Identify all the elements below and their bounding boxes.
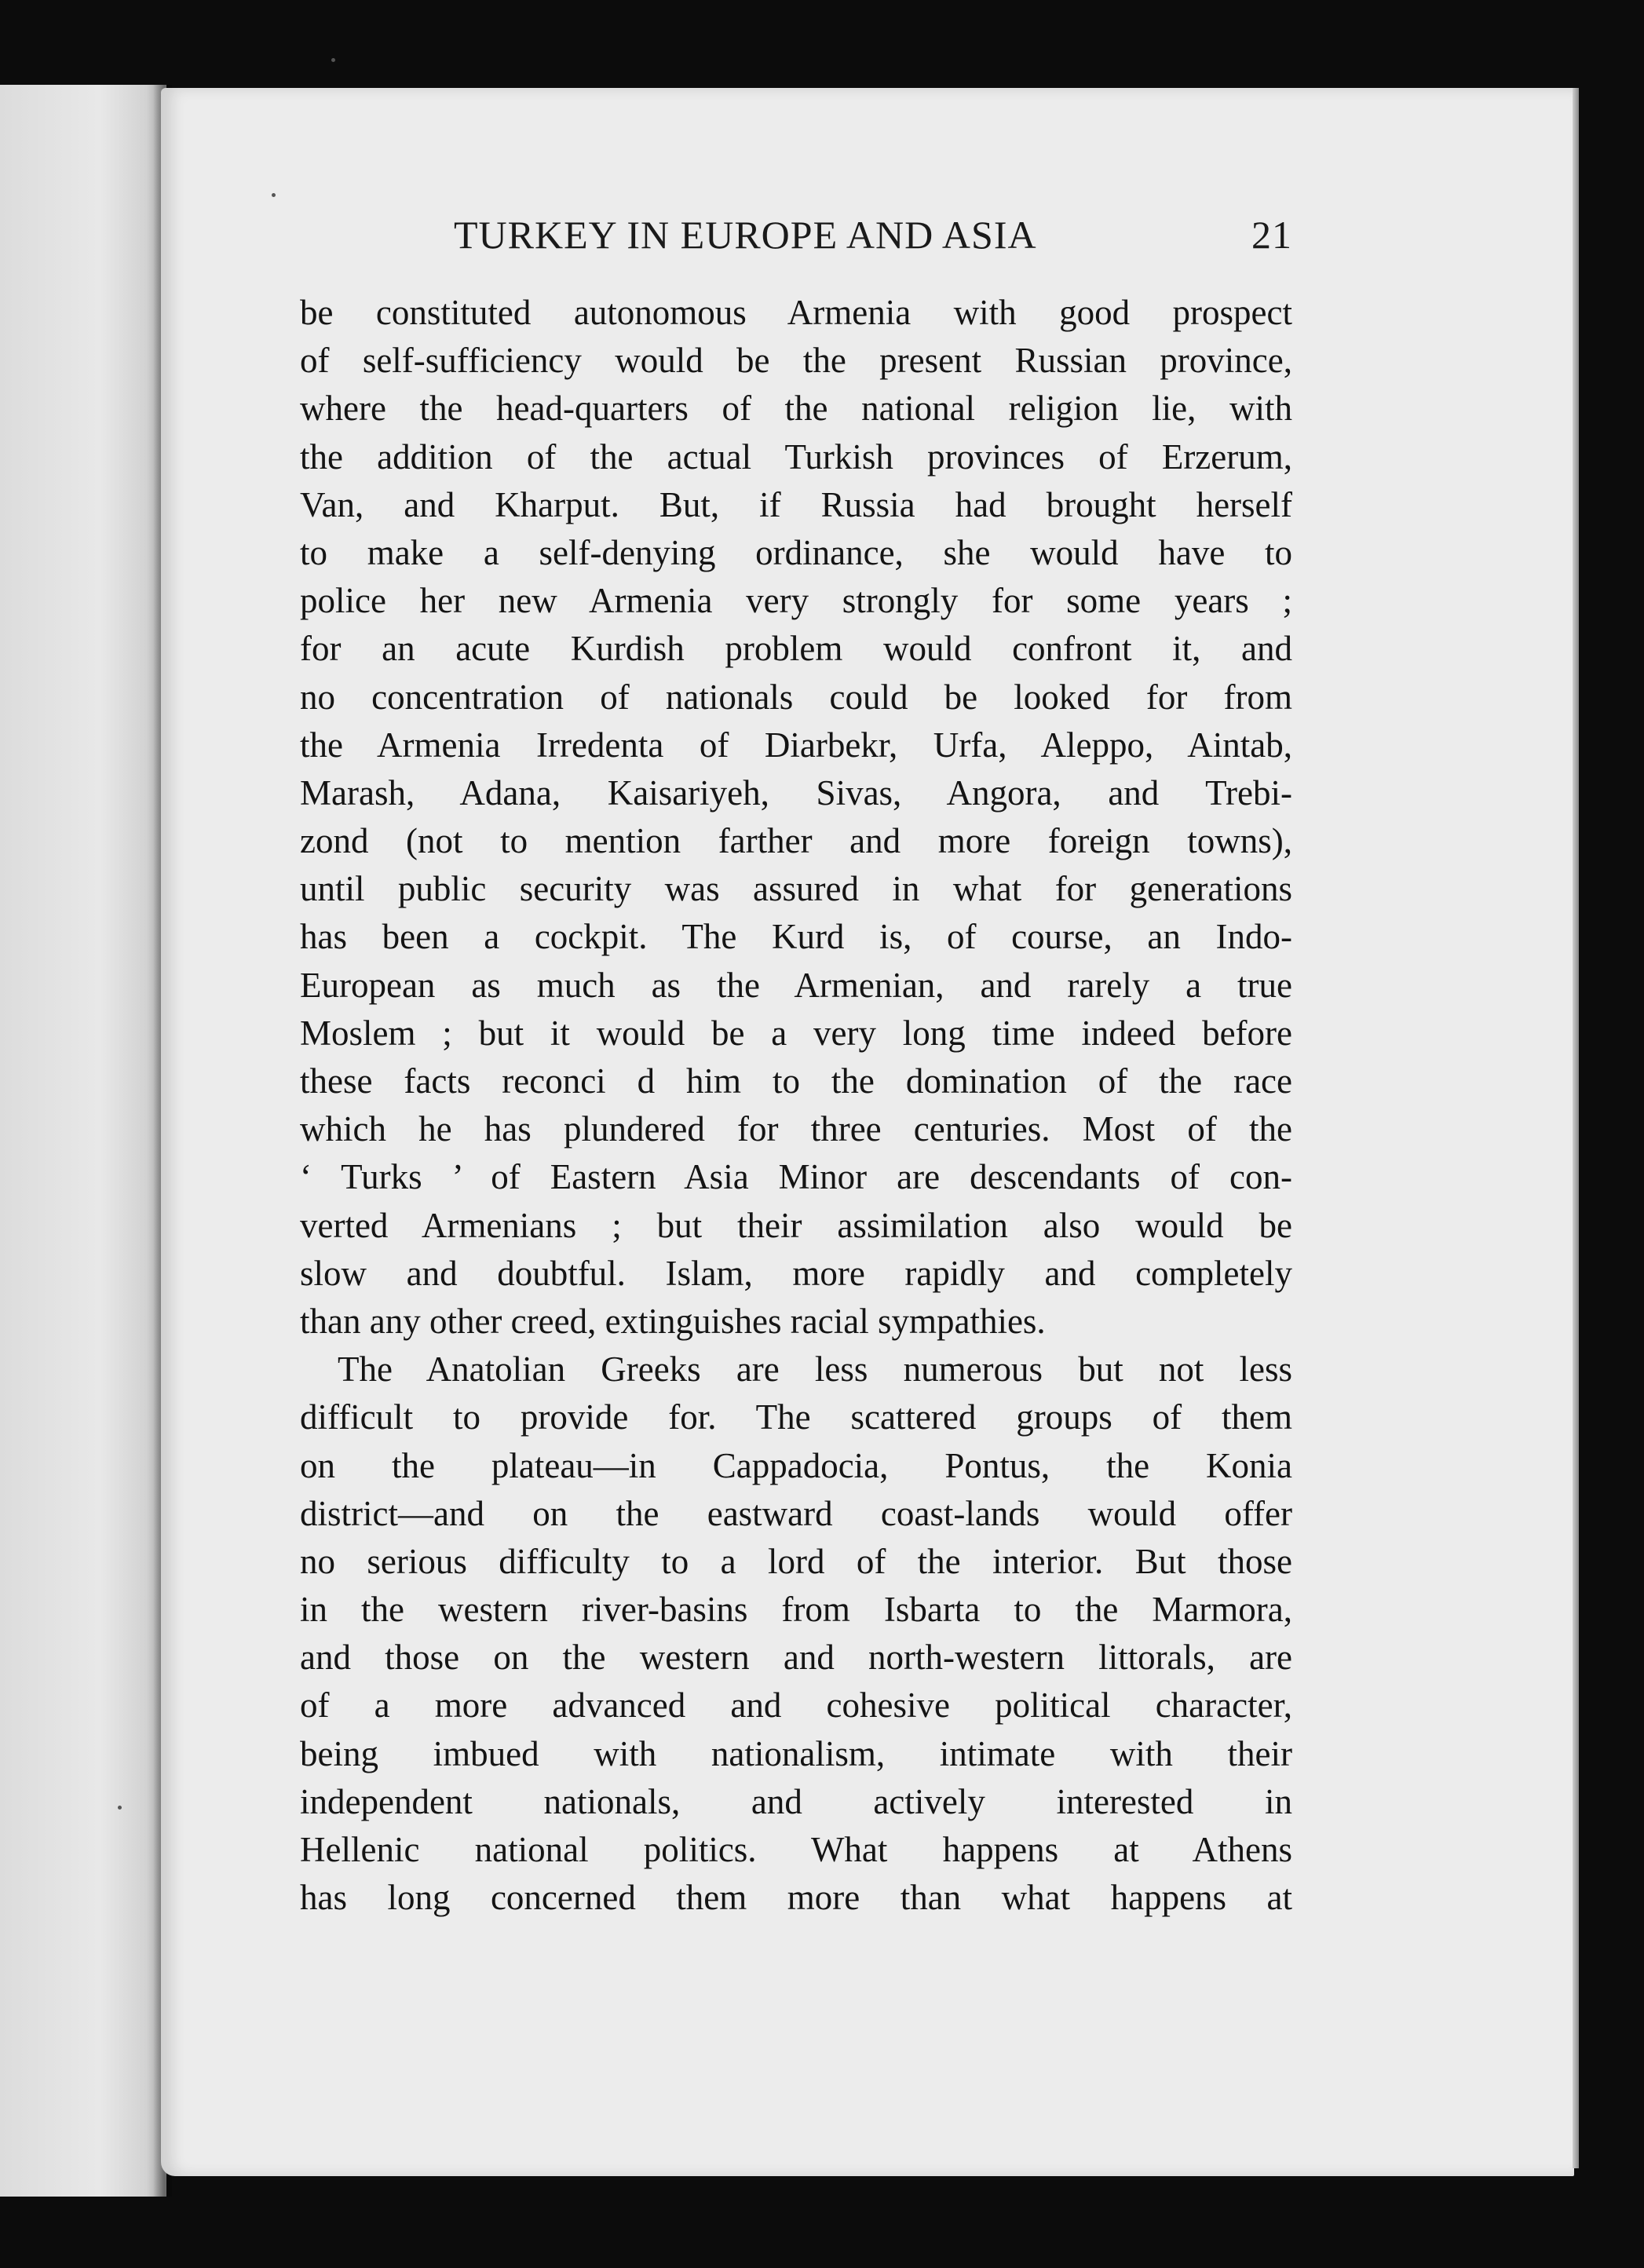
text-line: verted Armenians ; but their assimilation also would be (300, 1205, 1292, 1245)
text-line: the addition of the actual Turkish provinces of Erzerum, (300, 436, 1292, 477)
text-line: Van, and Kharput. But, if Russia had brought herself (300, 484, 1292, 524)
text-line: ‘ Turks ’ of Eastern Asia Minor are descendants of con- (300, 1157, 1292, 1197)
text-line: has long concerned them more than what happens at (300, 1878, 1292, 1918)
text-line: The Anatolian Greeks are less numerous but not less (338, 1349, 1292, 1390)
text-line: European as much as the Armenian, and rarely a true (300, 965, 1292, 1005)
paragraph-2 (300, 1346, 1292, 1922)
body-text (300, 289, 1292, 1922)
text-line: zond (not to mention farther and more foreign towns), (300, 821, 1292, 861)
text-line: slow and doubtful. Islam, more rapidly and completely (300, 1253, 1292, 1293)
text-line: being imbued with nationalism, intimate with their (300, 1733, 1292, 1773)
text-line: independent nationals, and actively interested in (300, 1781, 1292, 1821)
text-line: has been a cockpit. The Kurd is, of course, an Indo- (300, 917, 1292, 957)
dust-speck (331, 58, 335, 62)
text-line: the Armenia Irredenta of Diarbekr, Urfa, Aleppo, Aintab, (300, 725, 1292, 765)
text-line: police her new Armenia very strongly for some years ; (300, 581, 1292, 621)
text-line: no concentration of nationals could be looked for from (300, 677, 1292, 717)
text-line: where the head-quarters of the national religion lie, with (300, 389, 1292, 429)
text-line: of a more advanced and cohesive political character, (300, 1685, 1292, 1726)
text-line: which he has plundered for three centuries. Most of the (300, 1109, 1292, 1149)
running-title: TURKEY IN EUROPE AND ASIA (454, 213, 1037, 257)
page-right-edge (1573, 88, 1579, 2168)
text-line: and those on the western and north-western littorals, are (300, 1638, 1292, 1678)
text-line: to make a self-denying ordinance, she would have to (300, 532, 1292, 572)
dust-speck (272, 193, 276, 197)
text-line: for an acute Kurdish problem would confront it, and (300, 629, 1292, 669)
text-line: district—and on the eastward coast-lands would offer (300, 1493, 1292, 1533)
text-line: be constituted autonomous Armenia with good prospect (300, 293, 1292, 332)
text-line: no serious difficulty to a lord of the interior. But those (300, 1541, 1292, 1581)
text-line: these facts reconci d him to the domination of the race (300, 1061, 1292, 1101)
text-line: on the plateau—in Cappadocia, Pontus, the Konia (300, 1445, 1292, 1485)
dust-speck (118, 1806, 122, 1810)
text-line: Moslem ; but it would be a very long time indeed before (300, 1013, 1292, 1053)
text-line: of self-sufficiency would be the present Russian province, (300, 341, 1292, 381)
left-page-edge (0, 85, 166, 2197)
text-line: until public security was assured in what for generations (300, 869, 1292, 909)
page-number: 21 (1251, 213, 1292, 257)
paragraph-1 (300, 289, 1292, 1346)
text-line: than any other creed, extinguishes racial sympathies. (300, 1301, 1046, 1341)
text-line: Marash, Adana, Kaisariyeh, Sivas, Angora, and Trebi- (300, 772, 1292, 813)
text-line: in the western river-basins from Isbarta to the Marmora, (300, 1590, 1292, 1630)
running-head (297, 212, 1292, 267)
text-line: difficult to provide for. The scattered groups of them (300, 1397, 1292, 1437)
text-line: Hellenic national politics. What happens at Athens (300, 1830, 1292, 1869)
